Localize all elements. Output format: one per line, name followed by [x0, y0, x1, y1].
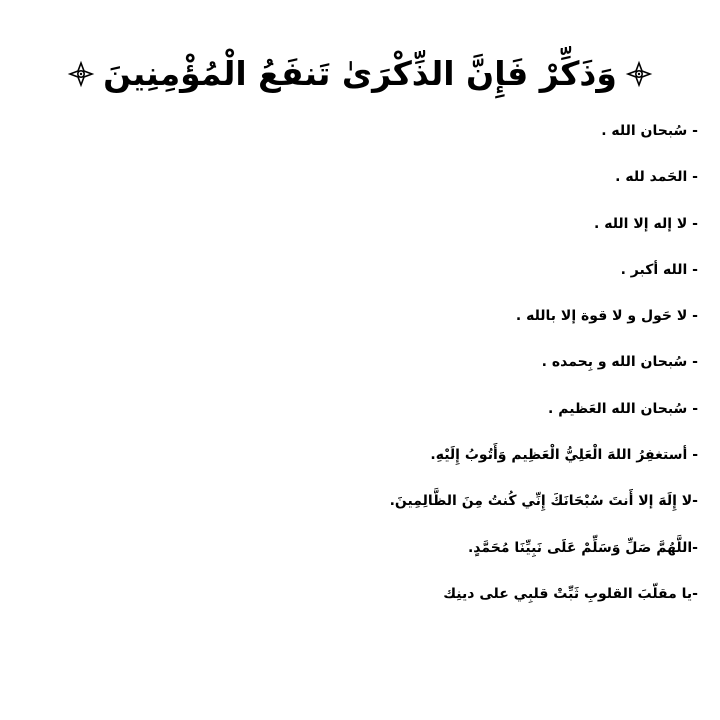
dhikr-line: - الحَمد لله .	[615, 169, 698, 186]
dhikr-line: -لا إِلَهَ إلا أَنتَ سُبْحَانَكَ إِنِّي كُنتُ مِنَ الظَّالِمِينَ.	[389, 493, 698, 510]
verse-header-inner	[67, 46, 653, 102]
dhikr-line: -يا مقلّبَ القلوبِ ثَبِّتْ قلبِي على دينِك	[443, 585, 698, 602]
verse-header	[0, 46, 720, 102]
dhikr-line: - سُبحان الله العَظيم .	[548, 400, 698, 417]
dhikr-line: - لا حَول و لا قوة إلا بالله .	[515, 308, 698, 325]
dhikr-line: -اللَّهُمَّ صَلِّ وَسَلِّمْ عَلَى نَبِيِّنَا مُحَمَّدٍ.	[467, 539, 698, 556]
ornament-left-icon	[67, 60, 95, 88]
dhikr-line: - الله أكبر .	[620, 261, 698, 278]
dhikr-list	[18, 108, 698, 617]
dhikr-line: - سُبحان الله و بِحمده .	[541, 354, 698, 371]
dhikr-line: - سُبحان الله .	[601, 123, 698, 139]
ornament-right-icon	[625, 60, 653, 88]
verse-text: وَذَكِّرْ فَإِنَّ الذِّكْرَىٰ تَنفَعُ الْمُؤْمِنِينَ	[103, 54, 617, 93]
dhikr-line: - لا إله إلا الله .	[594, 215, 698, 232]
dhikr-line: - أستغفِرُ اللهَ الْعَلِيُّ الْعَظِيم وَأَتُوبُ إِلَيْهِ.	[430, 447, 698, 464]
